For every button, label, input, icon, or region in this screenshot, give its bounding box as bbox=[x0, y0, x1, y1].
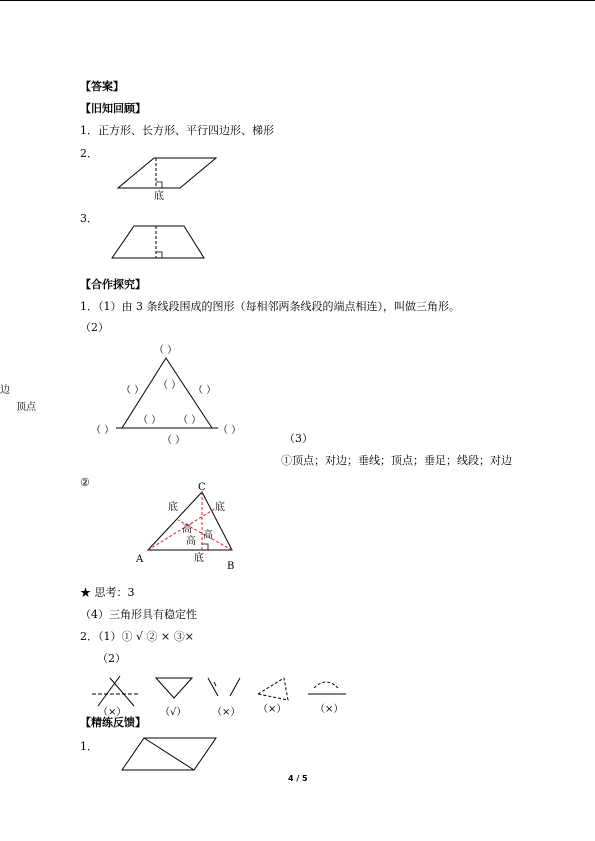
review-item-1: 1．正方形、长方形、平行四边形、梯形 bbox=[80, 124, 274, 137]
explore-heading: 【合作探究】 bbox=[80, 278, 146, 291]
paren-left-side: （ ） bbox=[121, 385, 145, 396]
mark-1: （×） bbox=[98, 707, 127, 718]
vertex-c-label: C bbox=[198, 482, 206, 493]
explore-q1-3-label: （3） bbox=[284, 432, 313, 445]
practice-heading: 【精练反馈】 bbox=[80, 716, 146, 729]
explore-q1-3-answer: ①顶点；对边；垂线；顶点；垂足；线段；对边 bbox=[281, 454, 512, 467]
header-rule bbox=[0, 0, 595, 1]
mark-2: （√） bbox=[160, 707, 187, 718]
explore-circle-2: ② bbox=[80, 476, 90, 489]
practice-item-1-label: 1． bbox=[80, 740, 98, 753]
explore-q1-2-label: （2） bbox=[80, 321, 109, 334]
think-line: ★ 思考：3 bbox=[80, 586, 135, 599]
explore-q2-2-label: （2） bbox=[97, 652, 126, 665]
trapezoid-figure bbox=[112, 222, 212, 262]
base-bottom-label: 底 bbox=[194, 553, 204, 564]
paren-inner-top: （ ） bbox=[158, 380, 182, 391]
page-number: 4 / 5 bbox=[288, 774, 308, 783]
parallelogram-figure bbox=[118, 150, 218, 202]
height-label-2: 高 bbox=[203, 530, 213, 541]
vertex-a-label: A bbox=[136, 554, 144, 565]
margin-vertex: 顶点 bbox=[16, 402, 36, 413]
paren-right-side: （ ） bbox=[193, 385, 217, 396]
explore-q2-1: 2．（1）① √ ② × ③× bbox=[80, 630, 194, 643]
height-label-1: 高 bbox=[182, 524, 192, 535]
review-item-3-label: 3． bbox=[80, 212, 98, 225]
base-right-label: 底 bbox=[215, 502, 225, 513]
review-heading: 【旧知回顾】 bbox=[80, 102, 146, 115]
paren-inner-left: （ ） bbox=[138, 415, 162, 426]
paren-top: （ ） bbox=[154, 345, 178, 356]
vertex-b-label: B bbox=[227, 561, 235, 572]
paren-right-end: （ ） bbox=[218, 425, 242, 436]
paren-inner-right: （ ） bbox=[178, 415, 202, 426]
answer-heading: 【答案】 bbox=[80, 80, 124, 93]
paren-left-end: （ ） bbox=[91, 425, 115, 436]
explore-q1-1: 1．（1）由 3 条线段围成的图形（每相邻两条线段的端点相连），叫做三角形。 bbox=[80, 300, 460, 313]
mark-3: （×） bbox=[212, 707, 241, 718]
parallelogram-base-label: 底 bbox=[154, 191, 164, 202]
mark-5: （×） bbox=[315, 704, 344, 715]
base-left-label: 底 bbox=[168, 502, 178, 513]
mark-4: （×） bbox=[258, 704, 287, 715]
paren-bottom: （ ） bbox=[162, 435, 186, 446]
practice-parallelogram-figure bbox=[120, 736, 220, 772]
height-label-3: 高 bbox=[186, 536, 196, 547]
explore-q1-4: （4）三角形具有稳定性 bbox=[80, 608, 197, 621]
review-item-2-label: 2． bbox=[80, 147, 98, 160]
margin-side: 边 bbox=[0, 385, 10, 396]
